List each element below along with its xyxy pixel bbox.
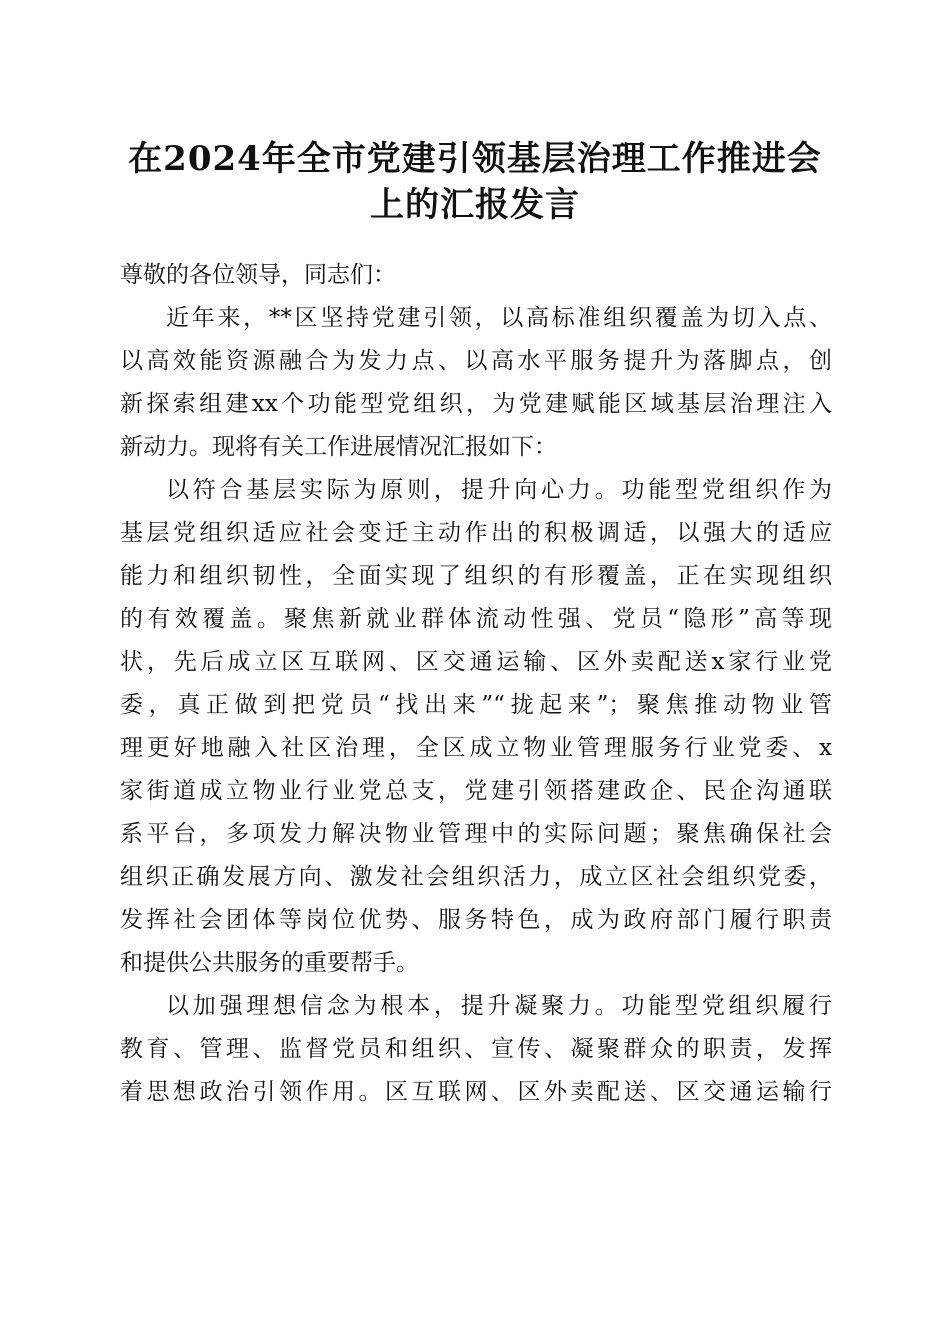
paragraph-line: 和提供公共服务的重要帮手。 <box>120 950 419 976</box>
document-title <box>90 136 860 228</box>
paragraph-line: 近年来，**区坚持党建引领，以高标准组织覆盖为切入点、 <box>166 305 832 331</box>
paragraph-line: 着思想政治引领作用。区互联网、区外卖配送、区交通运输行 <box>120 1079 832 1105</box>
paragraph-line: 新动力。现将有关工作进展情况汇报如下： <box>120 434 557 460</box>
paragraph-line: 以符合基层实际为原则，提升向心力。功能型党组织作为 <box>166 477 832 503</box>
paragraph-line: 系平台，多项发力解决物业管理中的实际问题；聚焦确保社会 <box>120 821 832 847</box>
paragraph-1 <box>120 297 832 469</box>
paragraph-line: 状，先后成立区互联网、区交通运输、区外卖配送x家行业党 <box>120 649 832 675</box>
paragraph-line: 理更好地融入社区治理，全区成立物业管理服务行业党委、x <box>120 735 832 761</box>
paragraph-2 <box>120 469 832 985</box>
paragraph-line: 委，真正做到把党员“找出来”“拢起来”；聚焦推动物业管 <box>120 692 832 718</box>
paragraph-line: 以加强理想信念为根本，提升凝聚力。功能型党组织履行 <box>166 993 832 1019</box>
paragraph-line: 发挥社会团体等岗位优势、服务特色，成为政府部门履行职责 <box>120 907 832 933</box>
paragraph-line: 组织正确发展方向、激发社会组织活力，成立区社会组织党委， <box>120 864 832 890</box>
paragraph-line: 教育、管理、监督党员和组织、宣传、凝聚群众的职责，发挥 <box>120 1036 832 1062</box>
document-body <box>120 254 832 1114</box>
paragraph-3 <box>120 985 832 1114</box>
paragraph-line: 能力和组织韧性，全面实现了组织的有形覆盖，正在实现组织 <box>120 563 832 589</box>
paragraph-line: 基层党组织适应社会变迁主动作出的积极调适，以强大的适应 <box>120 520 832 546</box>
paragraph-line: 以高效能资源融合为发力点、以高水平服务提升为落脚点，创 <box>120 348 832 374</box>
title-line-2: 上的汇报发言 <box>370 185 580 225</box>
title-line-1: 在2024年全市党建引领基层治理工作推进会 <box>128 139 822 179</box>
salutation: 尊敬的各位领导，同志们： <box>120 262 396 288</box>
paragraph-line: 家街道成立物业行业党总支，党建引领搭建政企、民企沟通联 <box>120 778 832 804</box>
paragraph-line: 新探索组建xx个功能型党组织，为党建赋能区域基层治理注入 <box>120 391 832 417</box>
paragraph-line: 的有效覆盖。聚焦新就业群体流动性强、党员“隐形”高等现 <box>120 606 832 632</box>
